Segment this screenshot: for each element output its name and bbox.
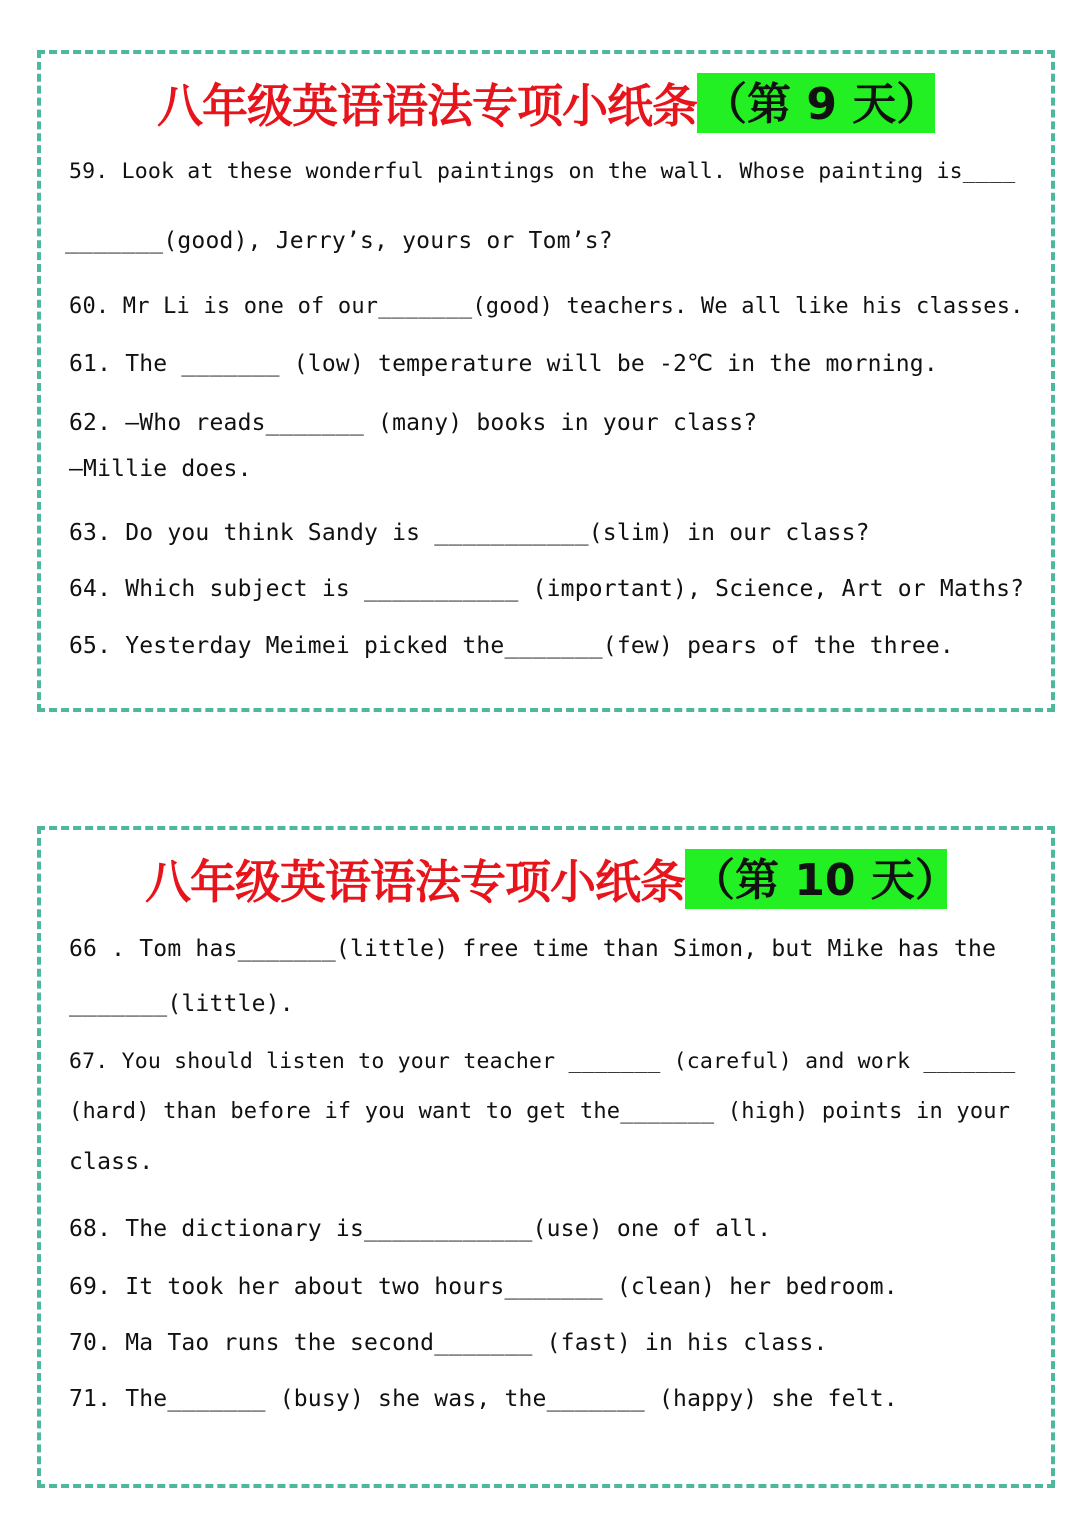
card-title: 八年级英语语法专项小纸条 [157,79,697,133]
card-title: 八年级英语语法专项小纸条 [145,855,685,909]
question-67-line2: (hard) than before if you want to get the_______ (high) points in your [69,1099,1011,1124]
question-65: 65. Yesterday Meimei picked the_______(few) pears of the three. [69,633,954,659]
question-59-line2: _______(good), Jerry’s, yours or Tom’s? [65,228,613,254]
question-67-line1: 67. You should listen to your teacher _______ (careful) and work _______ [69,1049,1016,1074]
worksheet-card-day9 [37,50,1055,712]
question-62-answer: —Millie does. [69,456,252,482]
card-title-row [41,72,1051,134]
question-68: 68. The dictionary is____________(use) one of all. [69,1216,772,1242]
question-67-line3: class. [69,1149,154,1175]
question-64: 64. Which subject is ___________ (important), Science, Art or Maths? [69,576,1025,602]
question-66-line1: 66 . Tom has_______(little) free time than Simon, but Mike has the [69,936,997,962]
question-59-line1: 59. Look at these wonderful paintings on the wall. Whose painting is____ [69,159,1016,184]
question-62: 62. —Who reads_______ (many) books in your class? [69,410,758,436]
day-tag: （第 9 天） [697,73,935,133]
worksheet-card-day10 [37,826,1055,1488]
question-71: 71. The_______ (busy) she was, the_______ (happy) she felt. [69,1386,898,1412]
question-69: 69. It took her about two hours_______ (clean) her bedroom. [69,1274,898,1300]
question-63: 63. Do you think Sandy is ___________(slim) in our class? [69,520,870,546]
question-66-line2: _______(little). [69,991,294,1017]
day-tag: （第 10 天） [685,849,947,909]
question-60: 60. Mr Li is one of our_______(good) teachers. We all like his classes. [69,294,1024,319]
question-70: 70. Ma Tao runs the second_______ (fast) in his class. [69,1330,828,1356]
card-title-row [41,848,1051,910]
question-61: 61. The _______ (low) temperature will be -2℃ in the morning. [69,351,938,377]
